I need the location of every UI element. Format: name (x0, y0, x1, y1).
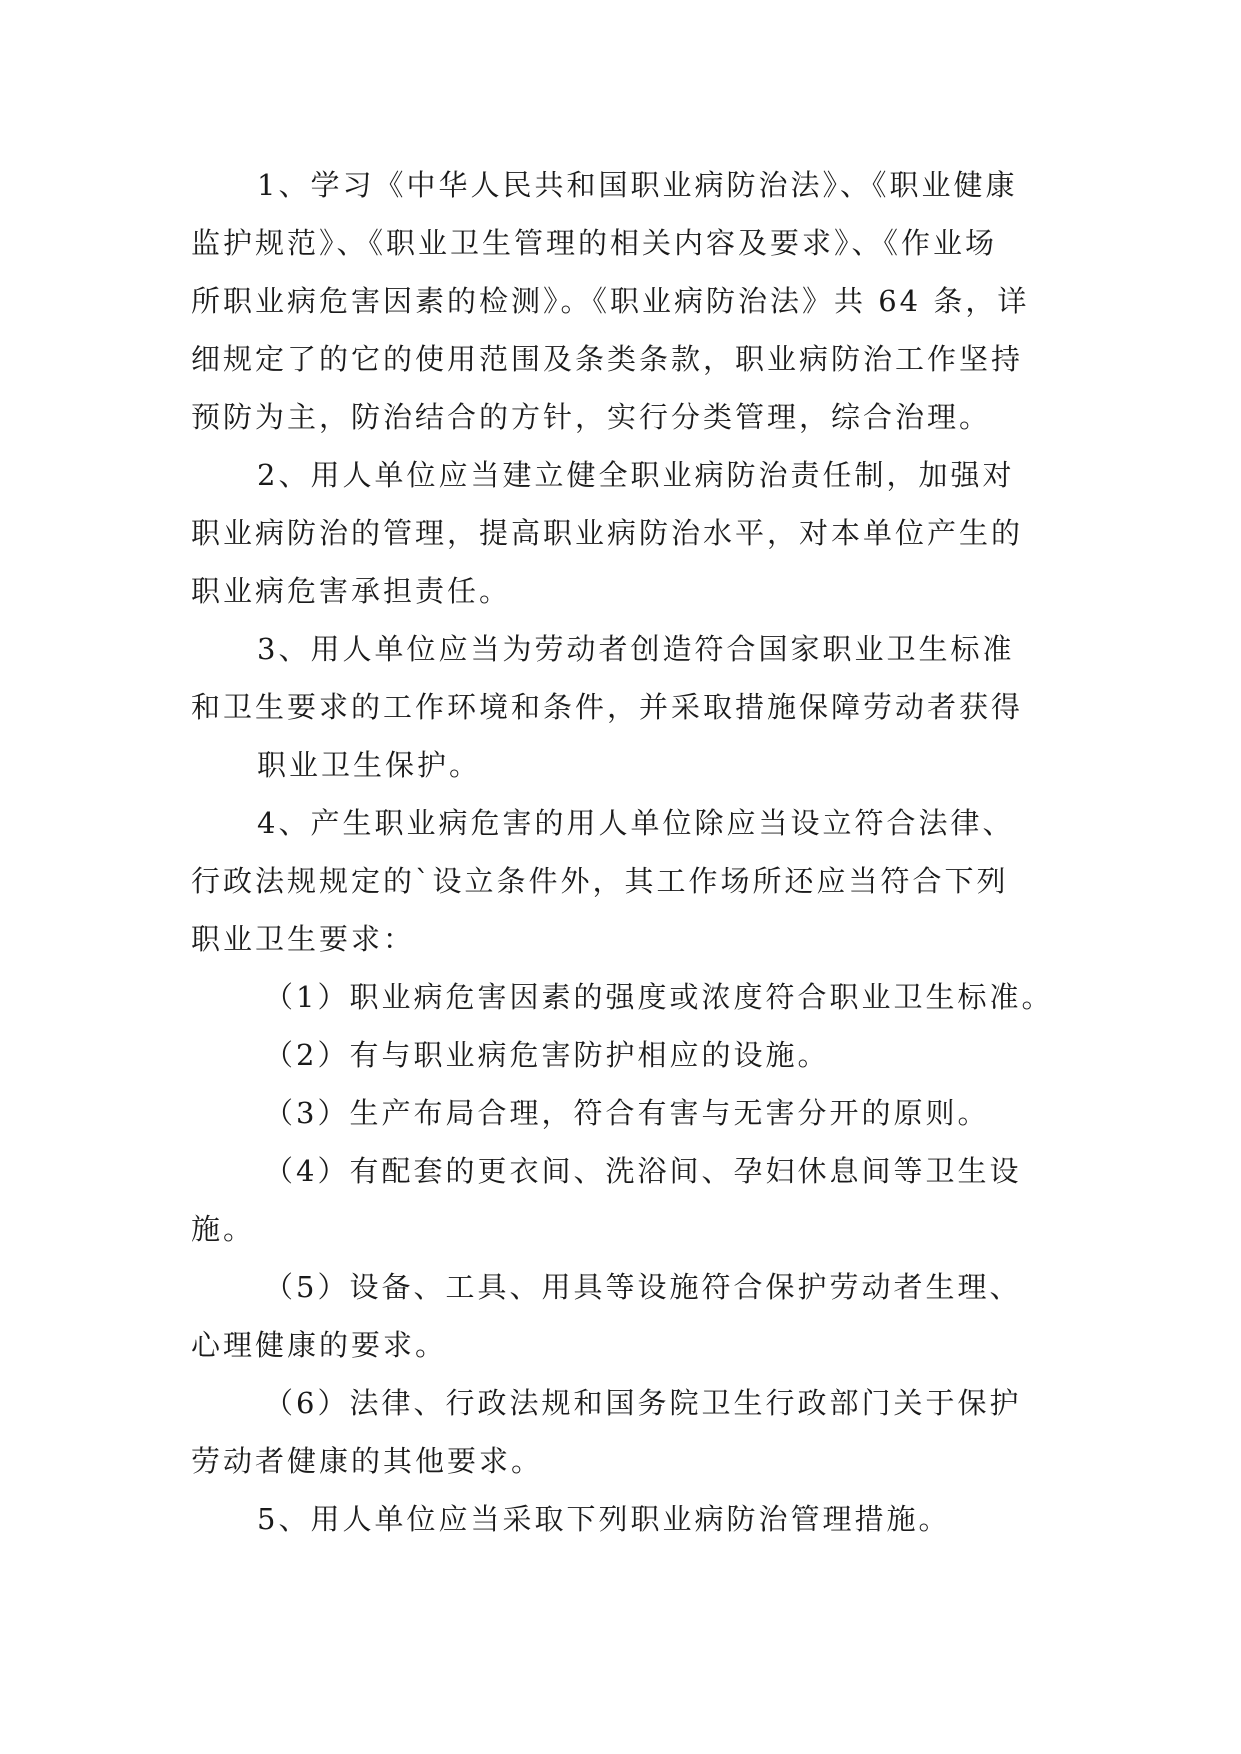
text-line: 和卫生要求的工作环境和条件，并采取措施保障劳动者获得 (191, 690, 1024, 724)
text-line: 4、产生职业病危害的用人单位除应当设立符合法律、 (257, 806, 1015, 840)
text-line: 监护规范》、《职业卫生管理的相关内容及要求》、《作业场 (191, 226, 998, 260)
text-line: 2、用人单位应当建立健全职业病防治责任制，加强对 (257, 458, 1015, 492)
text-line: 职业病防治的管理，提高职业病防治水平，对本单位产生的 (191, 516, 1024, 550)
text-line: （4）有配套的更衣间、洗浴间、孕妇休息间等卫生设 (264, 1154, 1022, 1188)
text-line: 职业卫生要求： (191, 922, 416, 956)
text-line: （5）设备、工具、用具等设施符合保护劳动者生理、 (264, 1270, 1022, 1304)
text-line: 心理健康的要求。 (191, 1328, 448, 1362)
text-line: 细规定了的它的使用范围及条类条款，职业病防治工作坚持 (191, 342, 1024, 376)
text-line: 所职业病危害因素的检测》。《职业病防治法》共 64 条，详 (191, 284, 1030, 318)
text-line: （2）有与职业病危害防护相应的设施。 (264, 1038, 830, 1072)
text-line: 5、用人单位应当采取下列职业病防治管理措施。 (257, 1502, 951, 1536)
text-line: （3）生产布局合理，符合有害与无害分开的原则。 (264, 1096, 990, 1130)
text-line: 施。 (191, 1212, 256, 1246)
text-line: 1、学习《中华人民共和国职业病防治法》、《职业健康 (257, 168, 1018, 202)
text-line: 职业病危害承担责任。 (191, 574, 512, 608)
text-line: 3、用人单位应当为劳动者创造符合国家职业卫生标准 (257, 632, 1015, 666)
text-line: 职业卫生保护。 (257, 748, 482, 782)
text-line: 劳动者健康的其他要求。 (191, 1444, 544, 1478)
text-line: （1）职业病危害因素的强度或浓度符合职业卫生标准。 (264, 980, 1054, 1014)
text-line: 行政法规规定的`设立条件外，其工作场所还应当符合下列 (191, 864, 1009, 898)
text-line: 预防为主，防治结合的方针，实行分类管理，综合治理。 (191, 400, 992, 434)
text-line: （6）法律、行政法规和国务院卫生行政部门关于保护 (264, 1386, 1022, 1420)
